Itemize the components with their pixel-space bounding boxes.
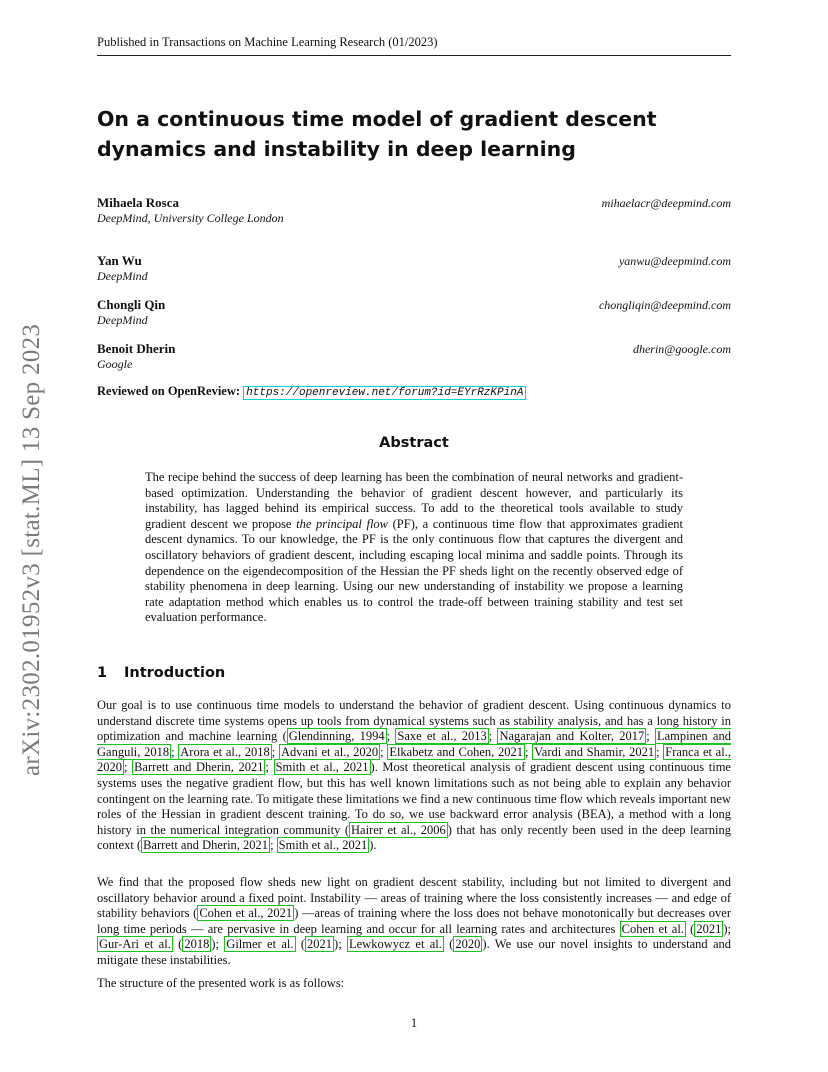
- author-block: [97, 341, 731, 372]
- abstract-text-part: (PF), a continuous time flow that approximates gradient descent dynamics. To our knowledge, the PF is the only continuous flow that captures the divergent and oscillatory behaviors of gradient descent, including escaping local minima and saddle points. Through its dependence on the eigendecomposition of the Hessian the PF sheds light on the recently observed edge of stability phenomena in deep learning. Using our new understanding of instability we propose a learning rate adaptation method which enables us to control the trade-off between training stability and test set evaluation performance.: [145, 516, 683, 625]
- citation-link[interactable]: Nagarajan and Kolter, 2017: [499, 729, 645, 744]
- abstract-text: [145, 470, 683, 626]
- paragraph-text: ) that has only recently been used in the deep learning context (: [97, 822, 731, 853]
- citation-link[interactable]: Barrett and Dherin, 2021: [134, 760, 264, 775]
- section-title: Introduction: [124, 665, 226, 681]
- citation-link[interactable]: Lampinen and Ganguli, 2018: [97, 729, 731, 759]
- paragraph-text: ) —areas of training where the loss does not behave monotonically but decreases over long time periods — are pervasive in deep learning and occur for all learning rates and architectures: [97, 906, 731, 936]
- author-name: Benoit Dherin: [97, 341, 176, 356]
- paragraph-text: ).: [369, 838, 377, 853]
- review-label: Reviewed on OpenReview:: [97, 384, 241, 398]
- author-affiliation: DeepMind: [97, 269, 148, 283]
- section-heading: [97, 665, 225, 681]
- citation-link[interactable]: Smith et al., 2021: [275, 760, 369, 775]
- paragraph-text: ). Most theoretical analysis of gradient descent using continuous time systems uses the negative gradient flow, but this has well known limitations such as not being able to explain any behavior contingent on the learning rate. To mitigate these limitations we find a new continuous time flow which reveals important new roles of the Hessian in gradient descent training. To do so, we use backward error analysis (BEA), a method with a long history in the numerical integration community (: [97, 760, 731, 837]
- citation-link[interactable]: Elkabetz and Cohen, 2021: [389, 744, 523, 759]
- page-number: 1: [410, 1016, 418, 1030]
- citation-link[interactable]: Advani et al., 2020: [280, 744, 379, 759]
- citation-link[interactable]: Lewkowycz et al.: [349, 937, 442, 952]
- abstract-heading: Abstract: [379, 435, 449, 451]
- citation-link[interactable]: Saxe et al., 2013: [397, 729, 487, 744]
- author-email: dherin@google.com: [632, 342, 731, 356]
- author-block: [97, 195, 731, 226]
- citation-link[interactable]: Hairer et al., 2006: [351, 822, 446, 837]
- intro-paragraph-3: The structure of the presented work is as follows:: [97, 976, 345, 990]
- citation-link[interactable]: Smith et al., 2021: [278, 838, 368, 853]
- openreview-link[interactable]: https://openreview.net/forum?id=EYrRzKPinA: [243, 386, 526, 400]
- intro-paragraph-1: Our goal is to use continuous time models to understand the behavior of gradient descent. Using continuous dynamics to understand discrete time systems opens up tools from dynamical systems such as stability analysis, and has a long history in optimization and machine learning ( Glendinning, 1994 ; Saxe et al., 2013 ; Nagarajan and Kolter, 2017 ; Lampinen and Ganguli, 2018 ; Arora et al., 2018 ; Advani et al., 2020 ; Elkabetz and Cohen, 2021 ; Vardi and Shamir, 2021 ; Franca et al., 2020 ; Barrett and Dherin, 2021 ; Smith et al., 2021 ). Most theoretical analysis of gradient descent using continuous time systems uses the negative gradient flow, but this has well known limitations such as not being able to explain any behavior contingent on the learning rate. To mitigate these limitations we find a new continuous time flow which reveals important new roles of the Hessian in gradient descent training. To do so, we use backward error analysis (BEA), a method with a long history in the numerical integration community ( Hairer et al., 2006 ) that has only recently been used in the deep learning context ( Barrett and Dherin, 2021 ; Smith et al., 2021 ).: [97, 698, 731, 853]
- section-number: 1: [97, 665, 108, 681]
- author-affiliation: Google: [97, 357, 133, 371]
- abstract-emphasis: the principal flow: [296, 516, 389, 531]
- author-email: mihaelacr@deepmind.com: [601, 196, 731, 210]
- review-line: [97, 384, 526, 399]
- paper-title: On a continuous time model of gradient descent dynamics and instability in deep learning: [97, 107, 657, 161]
- citation-year-link[interactable]: 2021: [696, 921, 722, 936]
- author-block: [97, 253, 731, 284]
- citation-link[interactable]: Franca et al., 2020: [97, 744, 731, 775]
- author-affiliation: DeepMind, University College London: [97, 211, 284, 225]
- author-name: Yan Wu: [97, 253, 142, 268]
- citation-link[interactable]: Cohen et al., 2021: [199, 906, 293, 921]
- citation-link[interactable]: Barrett and Dherin, 2021: [143, 838, 269, 853]
- author-affiliation: DeepMind: [97, 313, 148, 327]
- author-name: Chongli Qin: [97, 297, 166, 312]
- author-email: yanwu@deepmind.com: [618, 254, 731, 268]
- paragraph-text: . We use our novel insights to understand and mitigate these instabilities.: [97, 937, 732, 967]
- citation-link[interactable]: Gur-Ari et al.: [99, 937, 171, 952]
- paragraph-text: Our goal is to use continuous time models to understand the behavior of gradient descent. Using continuous dynamics to understand discrete time systems opens up tools from dynamical systems such as stability analysis, and has a long history in optimization and machine learning (: [97, 698, 731, 744]
- abstract-text-part: The recipe behind the success of deep learning has been the combination of neural networks and gradient-based optimization. Understanding the behavior of gradient descent however, and particularly its instability, has lagged behind its empirical success. To add to the theoretical tools available to study gradient descent we propose: [145, 470, 683, 531]
- author-name: Mihaela Rosca: [97, 195, 179, 210]
- citation-year-link[interactable]: 2021: [307, 937, 333, 952]
- running-header: Published in Transactions on Machine Learning Research (01/2023): [97, 35, 731, 56]
- author-email: chongliqin@deepmind.com: [598, 298, 731, 312]
- citation-link[interactable]: Arora et al., 2018: [180, 744, 270, 759]
- paragraph-text: We find that the proposed flow sheds new light on gradient descent stability, including but not limited to divergent and oscillatory behavior around a fixed point. Instability — areas of training where the loss consistently increases — and edge of stability behaviors (: [97, 875, 731, 921]
- citation-year-link[interactable]: 2020: [455, 937, 481, 952]
- intro-paragraph-2: We find that the proposed flow sheds new light on gradient descent stability, including but not limited to divergent and oscillatory behavior around a fixed point. Instability — areas of training where the loss consistently increases — and edge of stability behaviors ( Cohen et al., 2021 ) —areas of training where the loss does not behave monotonically but decreases over long time periods — are pervasive in deep learning and occur for all learning rates and architectures Cohen et al. ( 2021 ); Gur-Ari et al. ( 2018 ); Gilmer et al. ( 2021 ); Lewkowycz et al. ( 2020 ). We use our novel insights to understand and mitigate these instabilities.: [97, 875, 732, 967]
- citation-link[interactable]: Glendinning, 1994: [288, 729, 385, 744]
- citation-link[interactable]: Vardi and Shamir, 2021: [534, 744, 655, 759]
- citation-year-link[interactable]: 2018: [184, 937, 210, 952]
- arxiv-identifier: arXiv:2302.01952v3 [stat.ML] 13 Sep 2023: [18, 323, 45, 776]
- citation-link[interactable]: Cohen et al.: [621, 921, 684, 936]
- author-block: [97, 297, 731, 328]
- citation-link[interactable]: Gilmer et al.: [226, 937, 294, 952]
